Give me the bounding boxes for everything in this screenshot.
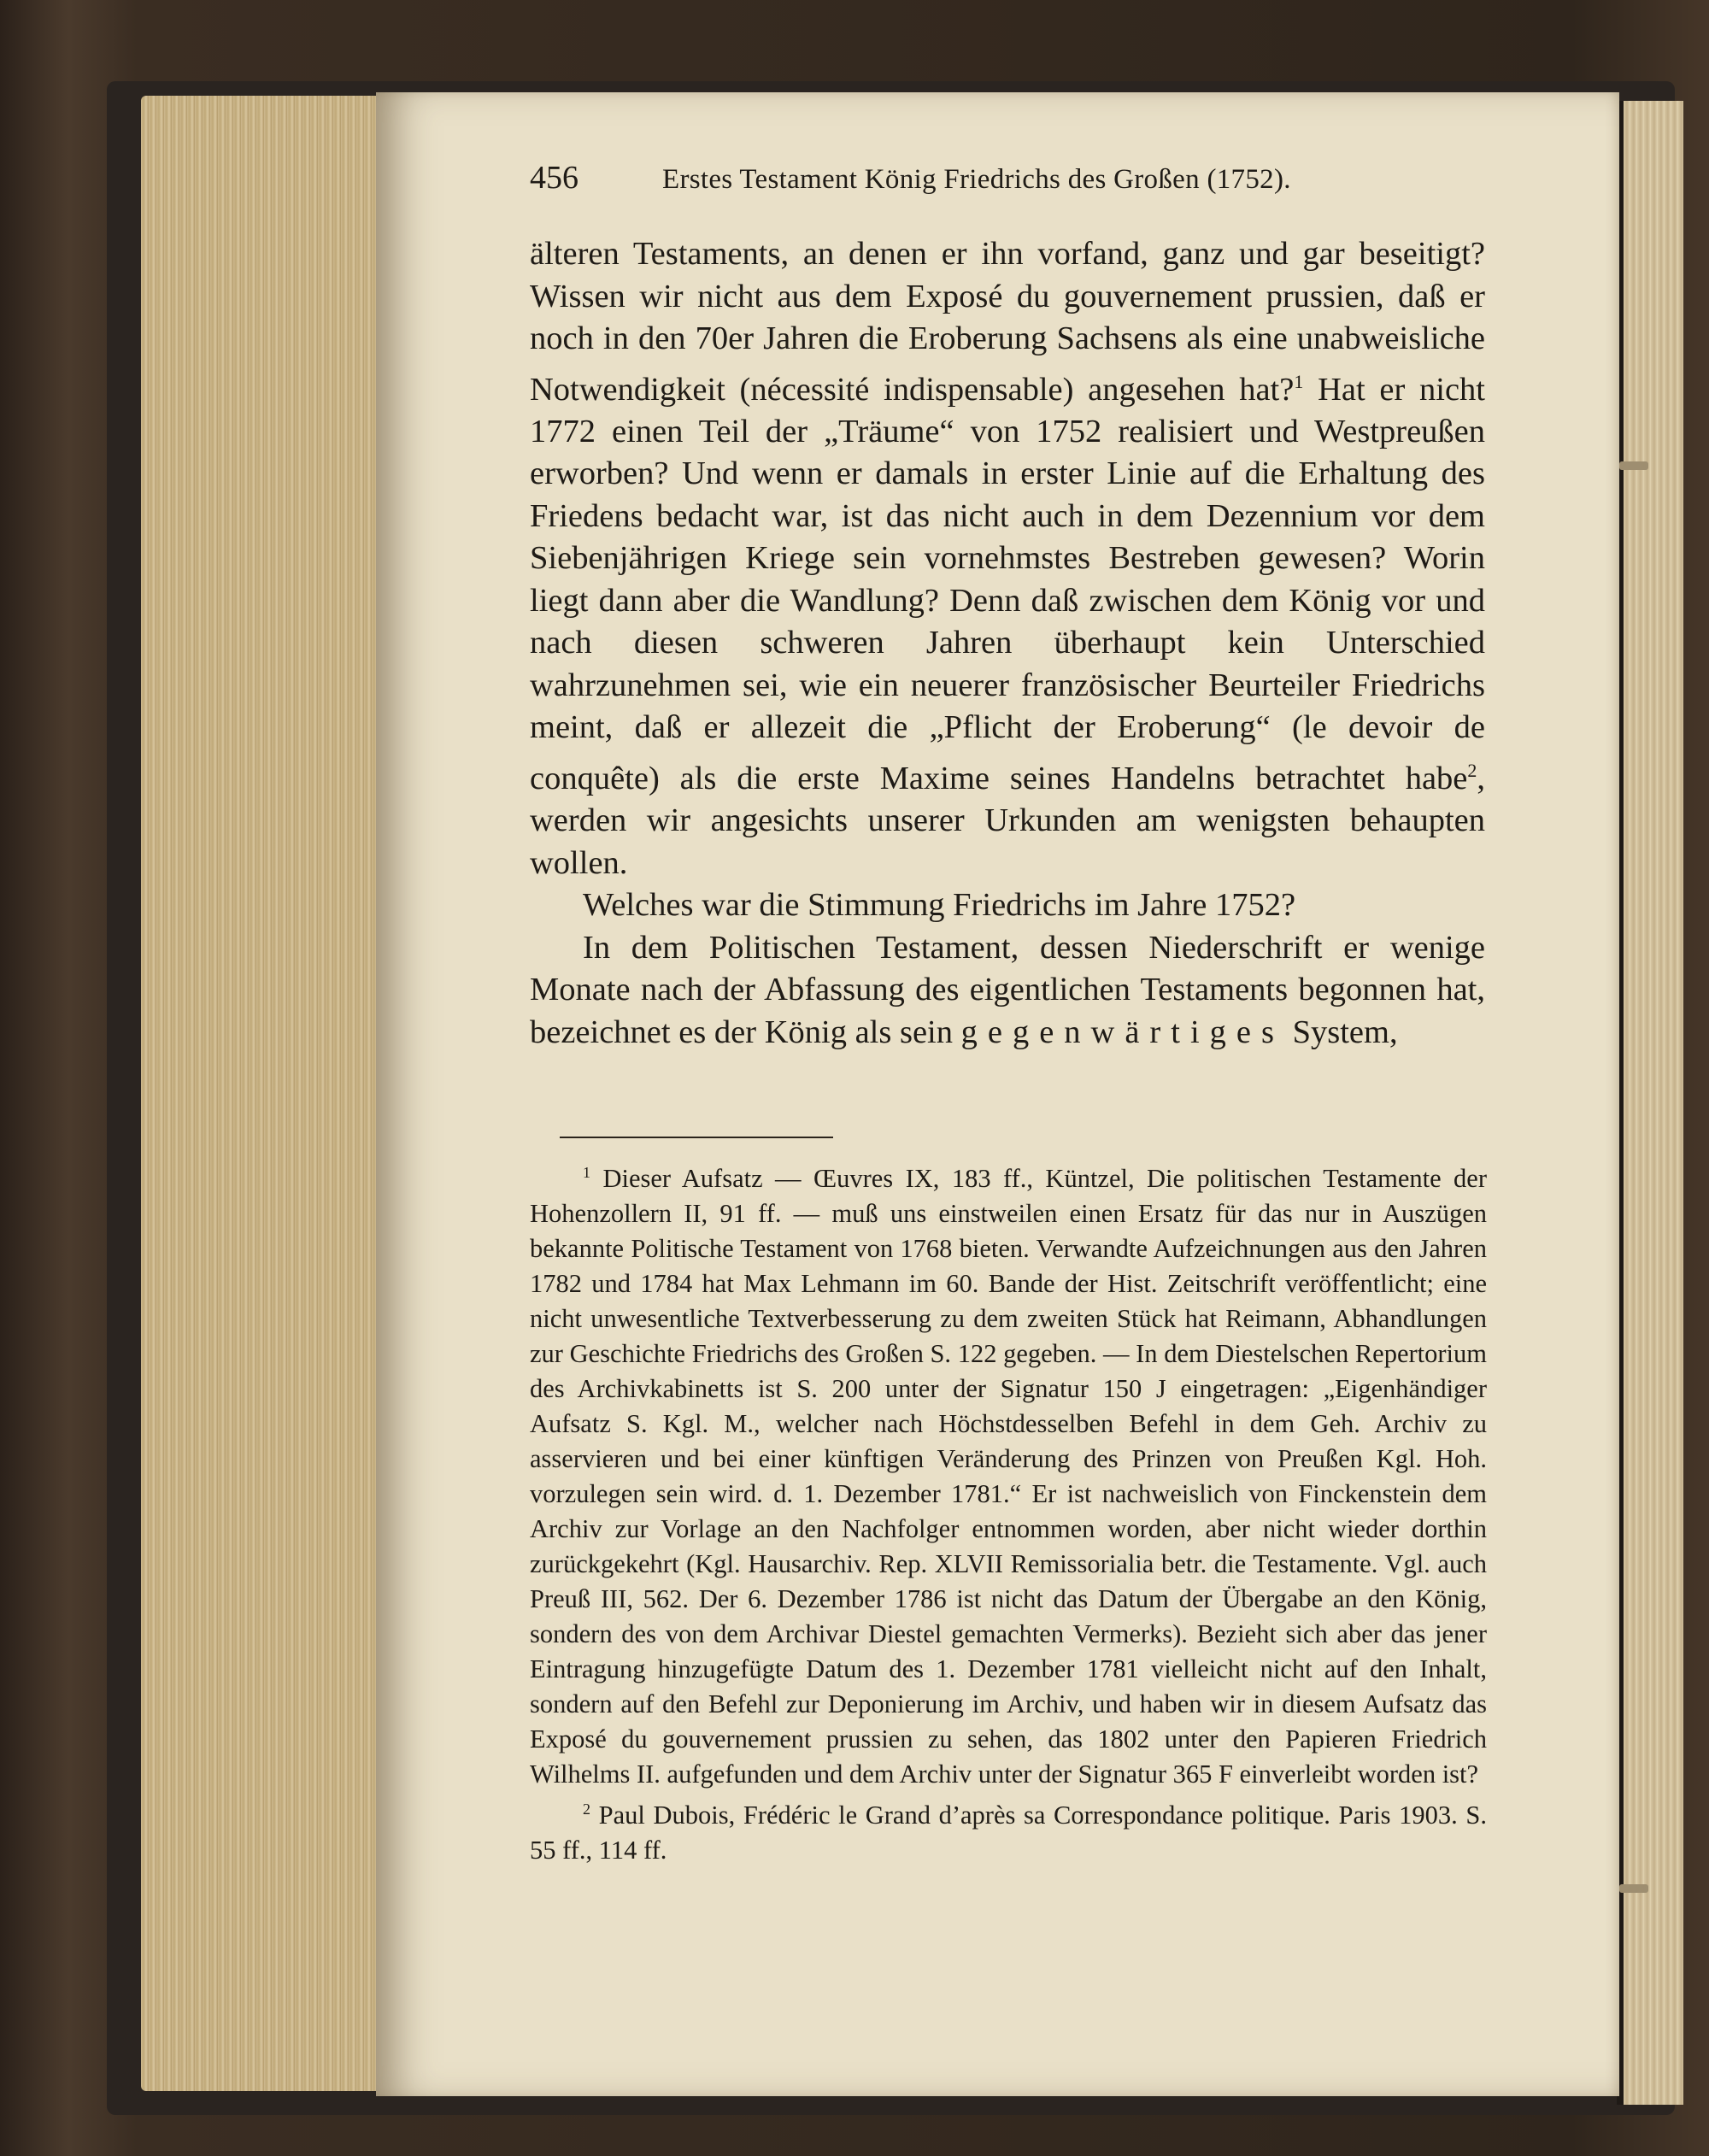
margin-tick (1619, 1884, 1648, 1893)
paragraph-2: Welches war die Stimmung Friedrichs im Jahre 1752? (583, 887, 1296, 924)
paragraph-1-text-a: älteren Testaments, an denen er ihn vorfand, ganz und gar beseitigt? Wissen wir nicht aus dem Exposé du gouvernement prussien, daß er noch in den 70er Jahren die Eroberung Sachsens als eine unabweisliche Notwendigkeit (nécessité indispensable) angesehen hat? (530, 236, 1485, 408)
right-page-edges (1617, 101, 1683, 2105)
footnote-1-text: Dieser Aufsatz — Œuvres IX, 183 ff., Küntzel, Die politischen Testamente der Hohenzollern II, 91 ff. — muß uns einstweilen einen Ersatz für das nur in Auszügen bekannte Politische Testament von 1768 bieten. Verwandte Aufzeichnungen aus den Jahren 1782 und 1784 hat Max Lehmann im 60. Bande der Hist. Zeitschrift veröffentlicht; eine nicht unwesentliche Textverbesserung zu dem zweiten Stück hat Reimann, Abhandlungen zur Geschichte Friedrichs des Großen S. 122 gegeben. — In dem Diestelschen Repertorium des Archivkabinetts ist S. 200 unter der Signatur 150 J eingetragen: „Eigenhändiger Aufsatz S. Kgl. M., welcher nach Höchstdesselben Befehl in dem Geh. Archiv zu asservieren und bei einer künftigen Veränderung des Prinzen von Preußen Kgl. Hoh. vorzulegen sein wird. d. 1. Dezember 1781.“ Er ist nachweislich von Finckenstein dem Archiv zur Vorlage an den Nachfolger entnommen worden, aber nicht wieder dorthin zurückgekehrt (Kgl. Hausarchiv. Rep. XLVII Remissorialia betr. die Testamente. Vgl. auch Preuß III, 562. Der 6. Dezember 1786 ist nicht das Datum der Übergabe an den König, sondern des von dem Archivar Diestel gemachten Vermerks). Bezieht sich aber das jener Eintragung hinzugefügte Datum des 1. Dezember 1781 vielleicht nicht auf den Inhalt, sondern auf den Befehl zur Deponierung im Archiv, und haben wir in diesem Aufsatz das Exposé du gouvernement prussien zu sehen, das 1802 unter den Papieren Friedrich Wilhelms II. aufgefunden und dem Archiv unter der Signatur 365 F einverleibt worden ist? (530, 1164, 1487, 1789)
footnote-ref-2: 2 (1467, 759, 1477, 781)
footnote-2-text: Paul Dubois, Frédéric le Grand d’après sa Correspondance politique. Paris 1903. S. 55 ff., 114 ff. (530, 1801, 1487, 1865)
paragraph-1-text-b: Hat er nicht 1772 einen Teil der „Träume“ von 1752 realisiert und Westpreußen erworben? Und wenn er damals in erster Linie auf die Erhaltung des Friedens bedacht war, ist das nicht auch in dem Dezennium vor dem Siebenjährigen Kriege sein vornehmstes Bestreben gewesen? Worin liegt dann aber die Wandlung? Denn daß zwischen dem König vor und nach diesen schweren Jahren überhaupt kein Unterschied wahrzunehmen sei, wie ein neuerer französischer Beurteiler Friedrichs meint, daß er allezeit die „Pflicht der Eroberung“ (le devoir de conquête) als die erste Maxime seines Handelns betrachtet habe (530, 371, 1485, 796)
running-head (530, 159, 1461, 197)
paragraph-1-text-c: , werden wir angesichts unserer Urkunden am wenigsten behaupten wollen. (530, 760, 1485, 881)
paragraph-3-text: In dem Politischen Testament, dessen Niederschrift er wenige Monate nach der Abfassung des eigentlichen Testaments begonnen hat, bezeichnet es der König als sein (530, 929, 1485, 1050)
book-page (376, 92, 1619, 2096)
footnote-2 (530, 1792, 1487, 1868)
paragraph-3-end: System, (1292, 1013, 1398, 1050)
footnote-2-marker: 2 (583, 1801, 590, 1818)
spaced-word: gegenwärtiges (960, 1013, 1284, 1050)
left-page-edges (141, 96, 389, 2091)
footnote-ref-1: 1 (1294, 370, 1304, 392)
paragraph-1 (530, 233, 1485, 884)
footnote-1 (530, 1155, 1487, 1792)
footnote-1-marker: 1 (583, 1164, 590, 1181)
margin-tick (1619, 461, 1648, 470)
running-title: Erstes Testament König Friedrichs des Großen (1752). (662, 164, 1291, 195)
page-number: 456 (530, 160, 578, 196)
paragraph-3 (530, 927, 1485, 1055)
footnote-rule (560, 1137, 833, 1138)
main-text (530, 233, 1485, 1054)
footnotes (530, 1155, 1487, 1868)
